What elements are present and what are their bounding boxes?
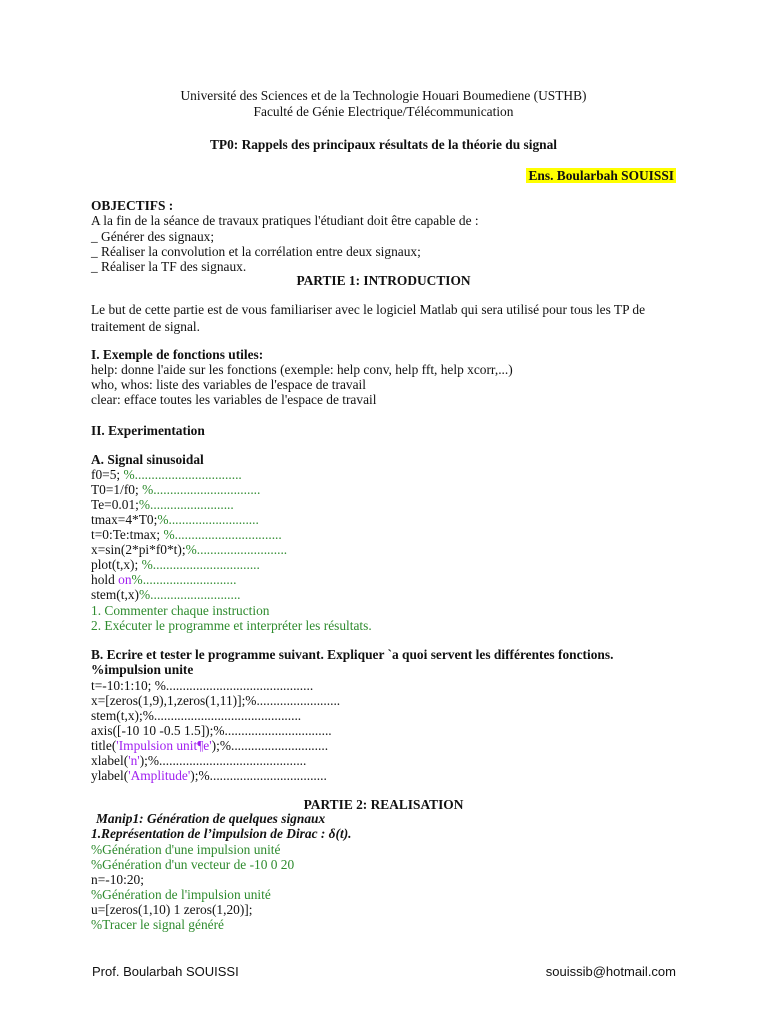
instruction-line: 2. Exécuter le programme et interpréter les résultats. xyxy=(91,618,372,633)
code-text: x=[zeros(1,9),1,zeros(1,11)]; xyxy=(91,693,246,708)
code-text: title( xyxy=(91,738,117,753)
code-line: u=[zeros(1,10) 1 zeros(1,20)]; xyxy=(91,902,253,917)
partie1-paragraph: Le but de cette partie est de vous familiariser avec le logiciel Matlab qui sera utilisé pour tous les TP de traitement de signal. xyxy=(91,302,646,334)
sectionB-heading: B. Ecrire et tester le programme suivant. Expliquer `a quoi servent les différentes fonctions. xyxy=(91,647,614,662)
code-string: 'Amplitude' xyxy=(128,768,191,783)
code-line xyxy=(91,587,676,602)
code-line xyxy=(91,572,676,587)
code-text: plot(t,x); xyxy=(91,557,142,572)
code-text: x=sin(2*pi*f0*t); xyxy=(91,542,186,557)
code-text: ); xyxy=(211,738,220,753)
code-line xyxy=(91,678,676,693)
sectionA-heading: A. Signal sinusoidal xyxy=(91,452,204,467)
code-comment: %................................ xyxy=(142,482,261,497)
code-line xyxy=(91,527,676,542)
code-comment: %......................... xyxy=(138,497,234,512)
code-comment: %................................... xyxy=(198,768,327,783)
code-comment: %............................................ xyxy=(154,678,314,693)
code-line xyxy=(91,723,676,738)
code-comment-line: %Génération d'un vecteur de -10 0 20 xyxy=(91,857,295,872)
code-line: n=-10:20; xyxy=(91,872,144,887)
code-comment: %............................................ xyxy=(147,753,307,768)
code-text: Te=0.01; xyxy=(91,497,139,512)
code-comment: %............................. xyxy=(219,738,329,753)
code-line xyxy=(91,738,676,753)
code-line xyxy=(91,557,676,572)
code-text: t=0:Te:tmax; xyxy=(91,527,164,542)
code-text: stem(t,x) xyxy=(91,587,139,602)
code-comment: %............................................ xyxy=(142,708,302,723)
code-text: ); xyxy=(190,768,199,783)
section1-heading: I. Exemple de fonctions utiles: xyxy=(91,347,264,362)
code-comment-line: %Tracer le signal généré xyxy=(91,917,224,932)
document-title: TP0: Rappels des principaux résultats de la théorie du signal xyxy=(209,137,558,152)
objective-item: _ Réaliser la convolution et la corrélation entre deux signaux; xyxy=(91,244,421,259)
code-text: axis([-10 10 -0.5 1.5]); xyxy=(91,723,214,738)
code-comment: %........................... xyxy=(185,542,288,557)
code-text: f0=5; xyxy=(91,467,124,482)
code-text: xlabel( xyxy=(91,753,129,768)
objective-item: _ Générer des signaux; xyxy=(91,229,215,244)
code-keyword: on xyxy=(118,572,132,587)
objectives-intro: A la fin de la séance de travaux pratiques l'étudiant doit être capable de : xyxy=(91,213,479,228)
code-line xyxy=(91,467,676,482)
code-string: 'Impulsion unit¶e' xyxy=(116,738,212,753)
faculty-name: Faculté de Génie Electrique/Télécommunication xyxy=(253,104,514,119)
sectionB-subheading: %impulsion unite xyxy=(91,662,194,677)
code-line xyxy=(91,708,676,723)
code-text: hold xyxy=(91,572,119,587)
section1-line: who, whos: liste des variables de l'espace de travail xyxy=(91,377,366,392)
code-line xyxy=(91,768,676,783)
section1-line: help: donne l'aide sur les fonctions (exemple: help conv, help fft, help xcorr,...) xyxy=(91,362,513,377)
section1-line: clear: efface toutes les variables de l'espace de travail xyxy=(91,392,377,407)
teacher-line xyxy=(91,168,676,183)
code-comment: %........................... xyxy=(157,512,259,527)
code-text: tmax=4*T0; xyxy=(91,512,158,527)
code-comment: %................................ xyxy=(123,467,242,482)
code-comment: %................................ xyxy=(163,527,282,542)
code-text: T0=1/f0; xyxy=(91,482,143,497)
code-comment: %......................... xyxy=(245,693,341,708)
code-text: ); xyxy=(139,753,148,768)
manip-heading: Manip1: Génération de quelques signaux xyxy=(96,811,326,826)
code-line xyxy=(91,542,676,557)
code-line xyxy=(91,693,676,708)
code-comment-line: %Génération d'une impulsion unité xyxy=(91,842,281,857)
code-string: 'n' xyxy=(128,753,140,768)
footer-author: Prof. Boularbah SOUISSI xyxy=(92,964,239,979)
code-text: t=-10:1:10; xyxy=(91,678,155,693)
code-line xyxy=(91,497,676,512)
section2-heading: II. Experimentation xyxy=(91,423,205,438)
instruction-line: 1. Commenter chaque instruction xyxy=(91,603,270,618)
item1-heading: 1.Représentation de l’impulsion de Dirac : δ(t). xyxy=(91,826,352,841)
code-line xyxy=(91,512,676,527)
code-comment: %........................... xyxy=(138,587,241,602)
objective-item: _ Réaliser la TF des signaux. xyxy=(91,259,247,274)
code-text: ylabel( xyxy=(91,768,129,783)
partie1-heading: PARTIE 1: INTRODUCTION xyxy=(296,273,471,288)
partie2-heading: PARTIE 2: REALISATION xyxy=(303,797,464,812)
code-comment: %................................ xyxy=(213,723,332,738)
code-line xyxy=(91,482,676,497)
code-comment-line: %Génération de l'impulsion unité xyxy=(91,887,271,902)
code-line xyxy=(91,753,676,768)
code-comment: %................................ xyxy=(141,557,260,572)
objectives-heading: OBJECTIFS : xyxy=(91,198,174,213)
code-comment: %............................ xyxy=(131,572,237,587)
teacher-name: Ens. Boularbah SOUISSI xyxy=(528,168,674,183)
footer-email: souissib@hotmail.com xyxy=(545,964,676,979)
university-name: Université des Sciences et de la Technologie Houari Boumediene (USTHB) xyxy=(180,88,587,103)
code-text: stem(t,x); xyxy=(91,708,143,723)
